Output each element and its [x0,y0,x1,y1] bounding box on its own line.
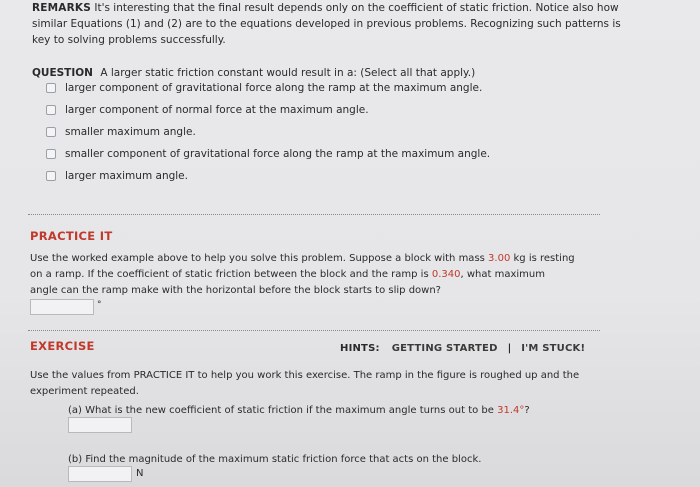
option-3[interactable] [46,124,196,140]
part-a-question [68,403,598,419]
checkbox[interactable] [46,149,56,159]
degree-unit: ° [97,300,102,310]
option-label: smaller maximum angle. [65,126,196,138]
hints-separator: | [507,343,512,354]
option-5[interactable] [46,168,188,184]
checkbox[interactable] [46,105,56,115]
new-mu-input[interactable] [68,417,132,433]
hints-label: HINTS: [340,343,380,354]
question-prompt: A larger static friction constant would result in a: (Select all that apply.) [100,67,476,79]
practice-title: PRACTICE IT [30,229,113,243]
mu-value: 0.340 [431,269,461,280]
question-block [32,66,632,80]
hints-bar [340,343,585,354]
part-a-text: (a) What is the new coefficient of static friction if the maximum angle turns out to be [68,405,494,416]
option-1[interactable] [46,80,482,96]
checkbox[interactable] [46,83,56,93]
option-label: smaller component of gravitational force along the ramp at the maximum angle. [65,148,491,160]
max-angle-input[interactable] [30,299,94,315]
part-b-question: (b) Find the magnitude of the maximum static friction force that acts on the block. [68,454,482,465]
practice-text-3: , what maximum angle can the ramp make with the horizontal before the block starts to slip down? [30,269,545,296]
remarks-block [32,0,632,48]
option-label: larger component of normal force at the maximum angle. [65,104,369,116]
practice-text [30,251,575,299]
section-divider [28,214,600,215]
checkbox[interactable] [46,127,56,137]
friction-force-input[interactable] [68,466,132,482]
practice-text-2: kg is resting on a ramp. If the coefficient of static friction between the block and the ramp is [30,253,575,280]
option-2[interactable] [46,102,369,118]
question-label: QUESTION [32,67,93,79]
newton-unit: N [136,468,144,479]
checkbox[interactable] [46,171,56,181]
option-label: larger component of gravitational force along the ramp at the maximum angle. [65,82,483,94]
option-4[interactable] [46,146,490,162]
remarks-label: REMARKS [32,2,92,14]
practice-text-1: Use the worked example above to help you solve this problem. Suppose a block with mass [30,253,485,264]
mass-value: 3.00 [488,253,511,264]
part-a-suffix: ? [524,405,530,416]
remarks-text: It's interesting that the final result depends only on the coefficient of static friction. Notice also how similar Equations (1) and (2) are to the equations developed in previous problems. Recognizing such patterns is key to solving problems successfully. [32,2,621,46]
exercise-intro: Use the values from PRACTICE IT to help you work this exercise. The ramp in the figure is roughed up and the experiment repeated. [30,370,580,397]
part-a-angle: 31.4° [497,405,525,416]
section-divider [28,330,600,331]
exercise-title: EXERCISE [30,339,95,353]
im-stuck-link[interactable]: I'M STUCK! [521,343,586,354]
getting-started-link[interactable]: GETTING STARTED [391,343,498,354]
option-label: larger maximum angle. [65,170,188,182]
